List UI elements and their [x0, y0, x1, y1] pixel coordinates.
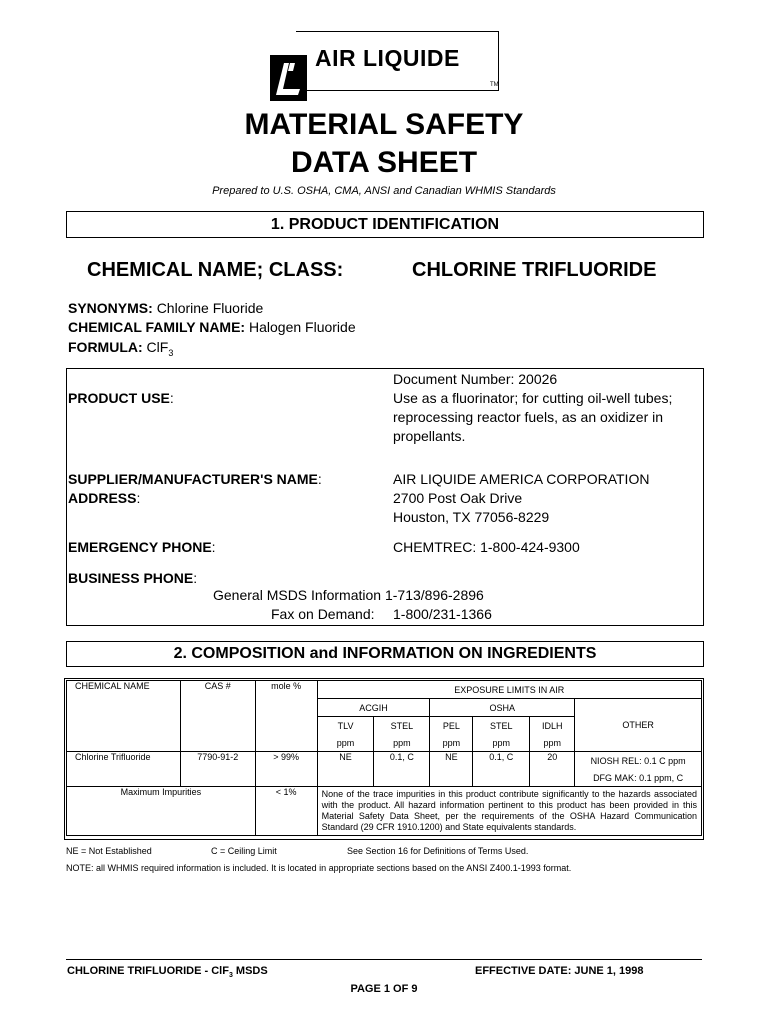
synonyms-value: Chlorine Fluoride: [156, 300, 264, 316]
fax-value: 1-800/231-1366: [393, 606, 492, 622]
product-use-label-text: PRODUCT USE: [68, 390, 170, 406]
page-title-line2: DATA SHEET: [290, 146, 478, 179]
header-cas: CAS #: [180, 681, 255, 752]
cell-mole: > 99%: [255, 752, 317, 787]
table-row: [67, 752, 702, 770]
cell-other-1: NIOSH REL: 0.1 C ppm: [575, 752, 702, 770]
cell-cas: 7790-91-2: [180, 752, 255, 787]
header-ppm: ppm: [430, 734, 473, 752]
fax-label: Fax on Demand:: [271, 606, 375, 622]
formula-subscript: 3: [168, 347, 174, 358]
colon: :: [211, 539, 216, 555]
prepared-standards: Prepared to U.S. OSHA, CMA, ANSI and Canadian WHMIS Standards: [212, 185, 556, 197]
whmis-note: NOTE: all WHMIS required information is included. It is located in appropriate sections based on the ANSI Z400.1-1993 format.: [66, 863, 572, 873]
formula-main: ClF: [146, 339, 169, 355]
cell-idlh: 20: [530, 752, 575, 787]
chemical-family-row: [68, 319, 356, 335]
colon: :: [169, 390, 174, 406]
legend-ceiling: C = Ceiling Limit: [211, 846, 277, 856]
colon: :: [193, 570, 198, 586]
section2-heading: 2. COMPOSITION and INFORMATION ON INGREDIENTS: [66, 641, 704, 667]
header-ppm: ppm: [473, 734, 530, 752]
logo-text: AIR LIQUIDE: [315, 45, 460, 71]
footer-product-subscript: 3: [228, 972, 233, 980]
footer-divider: [66, 959, 702, 960]
colon: :: [317, 471, 322, 487]
chemical-name-value: CHLORINE TRIFLUORIDE: [412, 259, 657, 281]
cell-stel-osha: 0.1, C: [473, 752, 530, 787]
formula-row: [68, 339, 173, 358]
cell-pel: NE: [430, 752, 473, 787]
chemical-family-label: CHEMICAL FAMILY NAME:: [68, 319, 246, 335]
legend-see-section16: See Section 16 for Definitions of Terms Used.: [347, 846, 529, 856]
header-tlv: TLV: [317, 717, 374, 735]
product-use-label: [68, 390, 174, 406]
section1-heading: 1. PRODUCT IDENTIFICATION: [66, 211, 704, 238]
header-acgih: ACGIH: [317, 699, 430, 717]
table-header-row-1: [67, 681, 702, 699]
composition-table: [66, 680, 702, 836]
header-ppm: ppm: [530, 734, 575, 752]
page-number: PAGE 1 OF 9: [350, 983, 418, 995]
footer-product: [67, 965, 268, 979]
header-osha: OSHA: [430, 699, 575, 717]
product-use-line2: reprocessing reactor fuels, as an oxidizer in: [393, 409, 664, 425]
synonyms-row: [68, 300, 263, 316]
header-ppm: ppm: [374, 734, 430, 752]
product-use-line3: propellants.: [393, 428, 466, 444]
air-liquide-logo-icon: [270, 55, 307, 101]
document-number: Document Number: 20026: [393, 371, 558, 387]
chemical-name-label: CHEMICAL NAME; CLASS:: [87, 259, 344, 281]
supplier-label: [68, 471, 322, 487]
cell-impurities-note: None of the trace impurities in this product contribute significantly to the hazards associated with the product. All hazard information pertinent to this product has been provided in this Material Safety Data Sheet, per the requirements of the OSHA Hazard Communication Standard (29 CFR 1910.1200) and State equivalents standards.: [317, 787, 701, 836]
cell-chemical-name: Chlorine Trifluoride: [67, 752, 181, 787]
cell-impurities-mole: < 1%: [255, 787, 317, 836]
table-row: [67, 787, 702, 836]
logo-trademark: TM: [490, 82, 499, 88]
cell-max-impurities: Maximum Impurities: [67, 787, 256, 836]
formula-value: [146, 339, 174, 358]
header-idlh: IDLH: [530, 717, 575, 735]
emergency-phone-label: [68, 539, 216, 555]
general-msds-phone: General MSDS Information 1-713/896-2896: [213, 587, 484, 603]
header-stel: STEL: [374, 717, 430, 735]
business-phone-label: [68, 570, 197, 586]
footer-product-tail: MSDS: [232, 965, 268, 977]
footer-product-main: CHLORINE TRIFLUORIDE - ClF: [67, 965, 229, 977]
cell-other-2: DFG MAK: 0.1 ppm, C: [575, 769, 702, 787]
colon: :: [136, 490, 141, 506]
address-label-text: ADDRESS: [68, 490, 137, 506]
header-stel-osha: STEL: [473, 717, 530, 735]
supplier-street: 2700 Post Oak Drive: [393, 490, 523, 506]
emergency-phone-label-text: EMERGENCY PHONE: [68, 539, 212, 555]
header-ppm: ppm: [317, 734, 374, 752]
supplier-name: AIR LIQUIDE AMERICA CORPORATION: [393, 471, 650, 487]
header-exposure-limits: EXPOSURE LIMITS IN AIR: [317, 681, 701, 699]
chemical-family-value: Halogen Fluoride: [248, 319, 356, 335]
header-chemical-name: CHEMICAL NAME: [67, 681, 181, 752]
address-label: [68, 490, 140, 506]
page-title-line1: MATERIAL SAFETY: [244, 108, 524, 141]
emergency-phone-value: CHEMTREC: 1-800-424-9300: [393, 539, 580, 555]
synonyms-label: SYNONYMS:: [68, 300, 153, 316]
formula-label: FORMULA:: [68, 339, 143, 355]
header-mole: mole %: [255, 681, 317, 752]
footer-effective-date: EFFECTIVE DATE: JUNE 1, 1998: [475, 965, 644, 977]
product-use-line1: Use as a fluorinator; for cutting oil-well tubes;: [393, 390, 673, 406]
legend-ne: NE = Not Established: [66, 846, 152, 856]
header-other: OTHER: [575, 699, 702, 752]
business-phone-label-text: BUSINESS PHONE: [68, 570, 194, 586]
cell-stel: 0.1, C: [374, 752, 430, 787]
header-pel: PEL: [430, 717, 473, 735]
supplier-city: Houston, TX 77056-8229: [393, 509, 550, 525]
cell-tlv: NE: [317, 752, 374, 787]
supplier-label-text: SUPPLIER/MANUFACTURER'S NAME: [68, 471, 318, 487]
